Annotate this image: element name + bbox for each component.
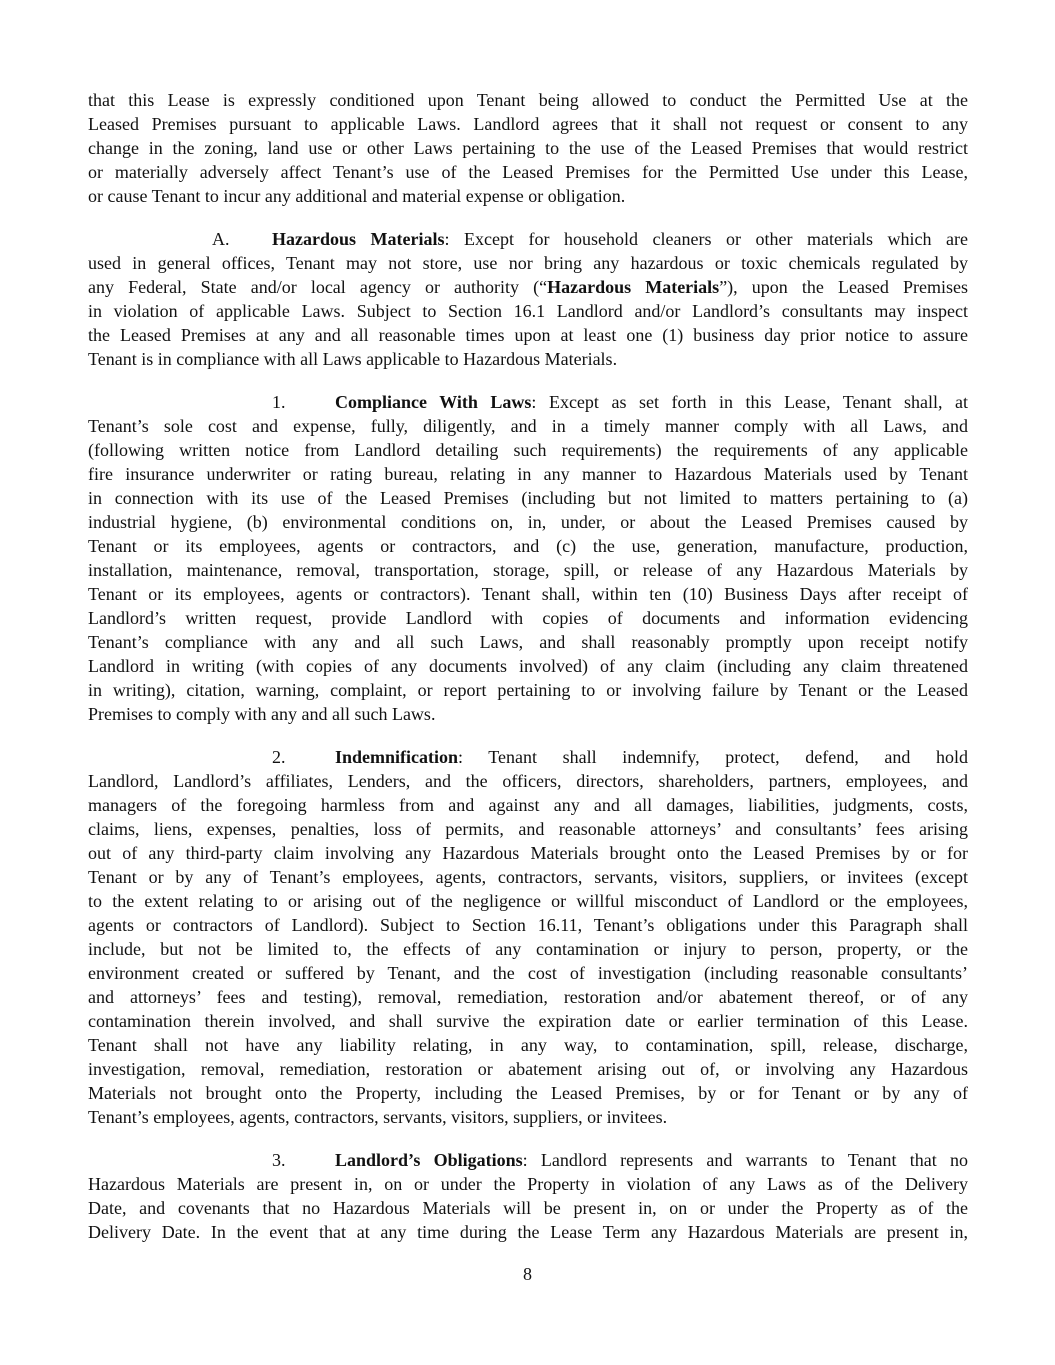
text-line [88,961,968,985]
section-number: 2. [272,747,286,767]
text-line [88,1196,968,1220]
text-line [88,486,968,510]
text-line [88,462,968,486]
text-run: installation, maintenance, removal, transportation, storage, spill, or release of any Hazardous Materials by [88,560,968,580]
text-run: managers of the foregoing harmless from and against any and all damages, liabilities, judgments, costs, [88,795,968,815]
text-run: Tenant’s employees, agents, contractors, servants, visitors, suppliers, or invitees. [88,1107,668,1127]
text-line [88,937,968,961]
section-paragraph [88,227,968,371]
text-line [88,88,968,112]
text-run: investigation, removal, remediation, restoration or abatement arising out of, or involving any Hazardous [88,1059,968,1079]
text-run: the Leased Premises at any and all reasonable times upon at least one (1) business day prior notice to assure [88,325,968,345]
text-line [88,793,968,817]
text-run: Delivery Date. In the event that at any time during the Lease Term any Hazardous Materials are present in, [88,1222,968,1242]
text-line [88,841,968,865]
defined-term: Hazardous Materials [547,277,720,297]
text-line [88,654,968,678]
text-line [88,558,968,582]
text-run: or materially adversely affect Tenant’s use of the Leased Premises for the Permitted Use under this Lease, [88,162,968,182]
text-line [88,251,968,275]
text-run: in connection with its use of the Leased Premises (including but not limited to matters pertaining to (a) [88,488,968,508]
text-run: in writing), citation, warning, complaint, or report pertaining to or involving failure by Tenant or the Leased [88,680,968,700]
text-run: to the extent relating to or arising out of the negligence or willful misconduct of Landlord or the employees, [88,891,968,911]
text-run: claims, liens, expenses, penalties, loss of permits, and reasonable attorneys’ and consultants’ fees arising [88,819,968,839]
text-run: change in the zoning, land use or other Laws pertaining to the use of the Leased Premises that would restrict [88,138,968,158]
lead-text: : Except as set forth in this Lease, Tenant shall, at [531,392,968,412]
section-heading: Compliance With Laws [335,392,532,412]
text-line [88,630,968,654]
text-line [88,184,968,208]
text-line [88,275,968,299]
text-run: out of any third-party claim involving any Hazardous Materials brought onto the Leased Premises by or for [88,843,968,863]
text-line [88,769,968,793]
section-heading: Hazardous Materials [272,229,445,249]
text-run: and attorneys’ fees and testing), removal, remediation, restoration and/or abatement thereof, or of any [88,987,968,1007]
text-line [88,534,968,558]
text-run: Landlord in writing (with copies of any documents involved) of any claim (including any claim threatened [88,656,968,676]
text-run: Materials not brought onto the Property, including the Leased Premises, by or for Tenant or by any of [88,1083,968,1103]
text-run: Tenant or by any of Tenant’s employees, agents, contractors, servants, visitors, suppliers, or invitees (except [88,867,968,887]
text-line [88,1220,968,1244]
text-line [88,347,968,371]
text-line [88,1009,968,1033]
section-paragraph [88,1148,968,1244]
lead-text: : Except for household cleaners or other materials which are [444,229,968,249]
lead-text: : Landlord represents and warrants to Tenant that no [522,1150,969,1170]
document-body [88,88,968,1263]
text-line [88,582,968,606]
text-line [88,1172,968,1196]
text-line [88,702,968,726]
text-line [88,1033,968,1057]
text-run: Tenant’s sole cost and expense, fully, diligently, and in a timely manner comply with all Laws, and [88,416,968,436]
text-line [88,414,968,438]
text-line [88,136,968,160]
text-run: that this Lease is expressly conditioned upon Tenant being allowed to conduct the Permitted Use at the [88,90,968,110]
text-run: industrial hygiene, (b) environmental conditions on, in, under, or about the Leased Premises caused by [88,512,968,532]
text-run: Landlord, Landlord’s affiliates, Lenders, and the officers, directors, shareholders, partners, employees, and [88,771,968,791]
text-line [88,1105,968,1129]
text-run: Tenant shall not have any liability relating, in any way, to contamination, spill, release, discharge, [88,1035,968,1055]
text-run: Tenant’s compliance with any and all such Laws, and shall reasonably promptly upon receipt notify [88,632,968,652]
text-run: in violation of applicable Laws. Subject to Section 16.1 Landlord and/or Landlord’s consultants may inspect [88,301,968,321]
text-run: (following written notice from Landlord detailing such requirements) the requirements of any applicable [88,440,968,460]
text-run: any Federal, State and/or local agency or authority (“ [88,277,548,297]
paragraph [88,88,968,208]
text-run: ”), upon the Leased Premises [719,277,968,297]
text-line [88,606,968,630]
lead-text: : Tenant shall indemnify, protect, defend, and hold [458,747,968,767]
text-run: Tenant or its employees, agents or contractors). Tenant shall, within ten (10) Business Days after receipt of [88,584,968,604]
section-paragraph [88,745,968,1129]
text-run: Leased Premises pursuant to applicable Laws. Landlord agrees that it shall not request or consent to any [88,114,968,134]
text-line [88,299,968,323]
text-run: Tenant or its employees, agents or contractors, and (c) the use, generation, manufacture, production, [88,536,968,556]
section-heading: Landlord’s Obligations [335,1150,523,1170]
text-line [88,913,968,937]
text-run: environment created or suffered by Tenant, and the cost of investigation (including reasonable consultants’ [88,963,968,983]
paragraph-lead-line [88,227,968,251]
text-line [88,1081,968,1105]
text-line [88,1057,968,1081]
text-run: agents or contractors of Landlord). Subject to Section 16.11, Tenant’s obligations under this Paragraph shall [88,915,968,935]
text-line [88,985,968,1009]
text-run: include, but not be limited to, the effects of any contamination or injury to person, property, or the [88,939,968,959]
text-run: Premises to comply with any and all such Laws. [88,704,436,724]
paragraph-lead-line [88,1148,968,1172]
text-line [88,889,968,913]
text-line [88,160,968,184]
section-number: A. [212,229,230,249]
section-number: 3. [272,1150,286,1170]
section-heading: Indemnification [335,747,459,767]
text-line [88,112,968,136]
text-line [88,678,968,702]
section-paragraph [88,390,968,726]
text-line [88,438,968,462]
text-line [88,865,968,889]
text-run: Landlord’s written request, provide Landlord with copies of documents and information evidencing [88,608,968,628]
page-number: 8 [523,1264,532,1284]
text-run: Hazardous Materials are present in, on or under the Property in violation of any Laws as of the Delivery [88,1174,968,1194]
text-run: contamination therein involved, and shall survive the expiration date or earlier termination of this Lease. [88,1011,968,1031]
text-run: used in general offices, Tenant may not store, use nor bring any hazardous or toxic chemicals regulated by [88,253,968,273]
section-number: 1. [272,392,286,412]
text-line [88,510,968,534]
text-line [88,817,968,841]
text-run: Tenant is in compliance with all Laws applicable to Hazardous Materials. [88,349,618,369]
paragraph-lead-line [88,390,968,414]
text-run: fire insurance underwriter or rating bureau, relating in any manner to Hazardous Materials used by Tenant [88,464,968,484]
text-line [88,323,968,347]
text-run: Date, and covenants that no Hazardous Materials will be present in, on or under the Property as of the [88,1198,968,1218]
paragraph-lead-line [88,745,968,769]
text-run: or cause Tenant to incur any additional and material expense or obligation. [88,186,626,206]
